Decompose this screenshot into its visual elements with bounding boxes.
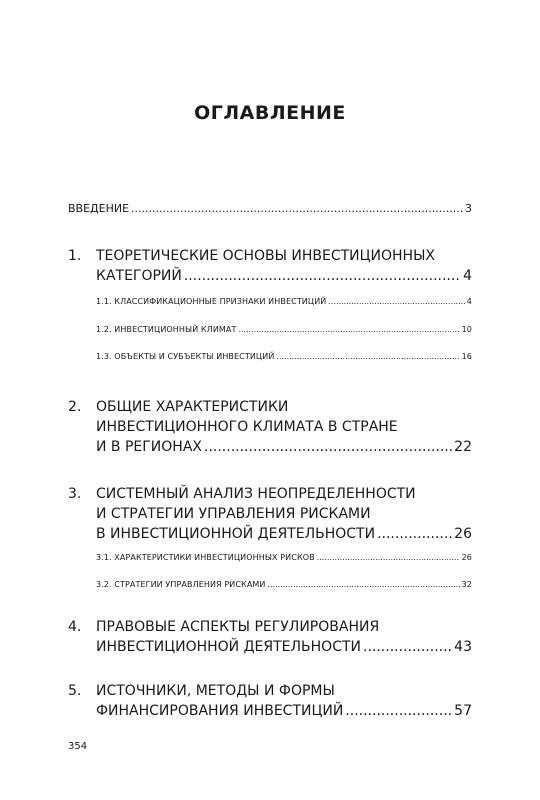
chapter-title-line: ИСТОЧНИКИ, МЕТОДЫ И ФОРМЫ bbox=[96, 683, 335, 699]
toc-entry-label: ВВЕДЕНИЕ bbox=[68, 202, 130, 215]
chapter-title-line: В ИНВЕСТИЦИОННОЙ ДЕЯТЕЛЬНОСТИ bbox=[96, 526, 376, 542]
dot-leader bbox=[363, 637, 452, 657]
chapter-title-line: ОБЩИЕ ХАРАКТЕРИСТИКИ bbox=[96, 399, 289, 415]
dot-leader bbox=[345, 701, 452, 721]
toc-section-1-1[interactable] bbox=[96, 297, 472, 306]
chapter-title-line: И В РЕГИОНАХ bbox=[96, 439, 202, 455]
dot-leader bbox=[131, 202, 463, 215]
toc-page-number: 26 bbox=[454, 526, 472, 542]
toc-page-number: 16 bbox=[461, 352, 472, 361]
section-label: 1.3. ОБЪЕКТЫ И СУБЪЕКТЫ ИНВЕСТИЦИЙ bbox=[96, 352, 275, 361]
toc-page-number: 4 bbox=[463, 268, 472, 284]
section-label: 3.1. ХАРАКТЕРИСТИКИ ИНВЕСТИЦИОННЫХ РИСКОВ bbox=[96, 553, 315, 562]
dot-leader bbox=[328, 297, 464, 306]
toc-chapter-5[interactable] bbox=[68, 681, 472, 721]
chapter-number: 5. bbox=[68, 683, 82, 699]
chapter-title-line: КАТЕГОРИЙ bbox=[96, 268, 182, 284]
dot-leader bbox=[238, 325, 459, 334]
dot-leader bbox=[317, 553, 460, 562]
toc-section-1-2[interactable] bbox=[96, 325, 472, 334]
chapter-title-line: ИНВЕСТИЦИОННОГО КЛИМАТА В СТРАНЕ bbox=[96, 419, 398, 435]
chapter-number: 1. bbox=[68, 248, 82, 264]
dot-leader bbox=[204, 437, 452, 457]
dot-leader bbox=[268, 580, 460, 589]
chapter-title-line: И СТРАТЕГИИ УПРАВЛЕНИЯ РИСКАМИ bbox=[96, 506, 371, 522]
toc-page-number: 26 bbox=[461, 553, 472, 562]
dot-leader bbox=[184, 266, 461, 286]
chapter-number: 4. bbox=[68, 619, 82, 635]
section-label: 3.2. СТРАТЕГИИ УПРАВЛЕНИЯ РИСКАМИ bbox=[96, 580, 266, 589]
toc-section-3-2[interactable] bbox=[96, 580, 472, 589]
toc-page-number: 3 bbox=[465, 202, 472, 215]
page-title: ОГЛАВЛЕНИЕ bbox=[194, 102, 346, 124]
chapter-title-line: ИНВЕСТИЦИОННОЙ ДЕЯТЕЛЬНОСТИ bbox=[96, 639, 361, 655]
toc-page-number: 10 bbox=[461, 325, 472, 334]
toc-section-3-1[interactable] bbox=[96, 553, 472, 562]
page-number: 354 bbox=[68, 741, 88, 752]
chapter-title-line: ФИНАНСИРОВАНИЯ ИНВЕСТИЦИЙ bbox=[96, 703, 344, 719]
toc-chapter-1[interactable] bbox=[68, 246, 472, 286]
toc-chapter-2[interactable] bbox=[68, 397, 472, 457]
toc-page-number: 22 bbox=[454, 439, 472, 455]
toc-chapter-3[interactable] bbox=[68, 484, 472, 544]
section-label: 1.2. ИНВЕСТИЦИОННЫЙ КЛИМАТ bbox=[96, 325, 237, 334]
dot-leader bbox=[276, 352, 459, 361]
chapter-title-line: ПРАВОВЫЕ АСПЕКТЫ РЕГУЛИРОВАНИЯ bbox=[96, 619, 380, 635]
chapter-title-line: ТЕОРЕТИЧЕСКИЕ ОСНОВЫ ИНВЕСТИЦИОННЫХ bbox=[96, 248, 436, 264]
toc-page-number: 32 bbox=[461, 580, 472, 589]
dot-leader bbox=[377, 524, 452, 544]
toc-page-number: 57 bbox=[454, 703, 472, 719]
toc-entry-introduction[interactable] bbox=[68, 202, 472, 215]
chapter-title-line: СИСТЕМНЫЙ АНАЛИЗ НЕОПРЕДЕЛЕННОСТИ bbox=[96, 486, 416, 502]
chapter-number: 2. bbox=[68, 399, 82, 415]
toc-page-number: 4 bbox=[466, 297, 472, 306]
toc-page-number: 43 bbox=[454, 639, 472, 655]
toc-chapter-4[interactable] bbox=[68, 617, 472, 657]
chapter-number: 3. bbox=[68, 486, 82, 502]
toc-section-1-3[interactable] bbox=[96, 352, 472, 361]
section-label: 1.1. КЛАССИФИКАЦИОННЫЕ ПРИЗНАКИ ИНВЕСТИЦИЙ bbox=[96, 297, 327, 306]
